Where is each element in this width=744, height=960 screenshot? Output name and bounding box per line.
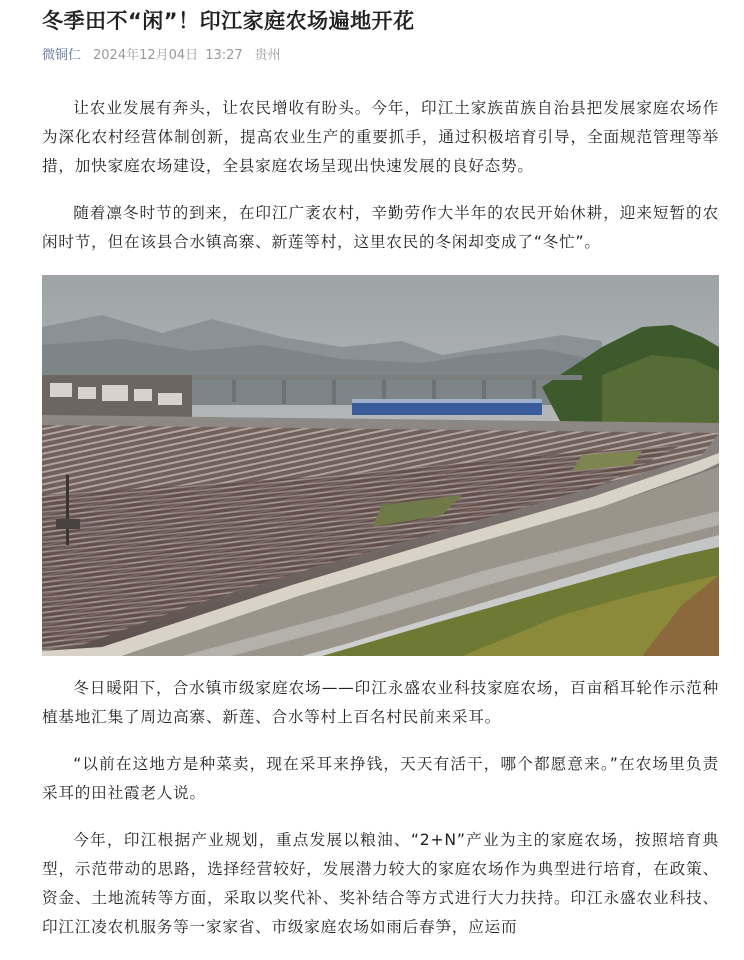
publish-time: 13:27 — [205, 48, 243, 63]
paragraph: 今年，印江根据产业规划，重点发展以粮油、“2+N”产业为主的家庭农场，按照培育典型，示范带动的思路，选择经营较好，发展潜力较大的家庭农场作为典型进行培育，在政策、资金、土地流转等方面，采取以奖代补、奖补结合等方式进行大力扶持。印江永盛农业科技、印江江凌农机服务等一家家省、市级家庭农场如雨后春笋，应运而 — [42, 831, 719, 936]
article-meta — [42, 47, 719, 65]
article — [42, 0, 719, 960]
paragraph: “以前在这地方是种菜卖，现在采耳来挣钱，天天有活干，哪个都愿意来。”在农场里负责采耳的田社霞老人说。 — [42, 755, 719, 802]
article-title: 冬季田不“闲”！印江家庭农场遍地开花 — [42, 9, 415, 33]
publish-location: 贵州 — [254, 48, 281, 63]
paragraph: 让农业发展有奔头，让农民增收有盼头。今年，印江土家族苗族自治县把发展家庭农场作为深化农村经营体制创新，提高农业生产的重要抓手，通过积极培育引导，全面规范管理等举措，加快家庭农场建设，全县家庭农场呈现出快速发展的良好态势。 — [42, 99, 719, 175]
farm-field-photo — [42, 275, 719, 656]
paragraph: 冬日暖阳下，合水镇市级家庭农场——印江永盛农业科技家庭农场，百亩稻耳轮作示范种植基地汇集了周边高寨、新莲、合水等村上百名村民前来采耳。 — [42, 679, 719, 726]
publish-date: 2024年12月04日 — [93, 48, 199, 63]
author-link[interactable]: 微铜仁 — [42, 48, 82, 63]
article-body — [42, 94, 719, 942]
paragraph: 随着凛冬时节的到来，在印江广袤农村，辛勤劳作大半年的农民开始休耕，迎来短暂的农闲时节，但在该县合水镇高寨、新莲等村，这里农民的冬闲却变成了“冬忙”。 — [42, 204, 719, 251]
